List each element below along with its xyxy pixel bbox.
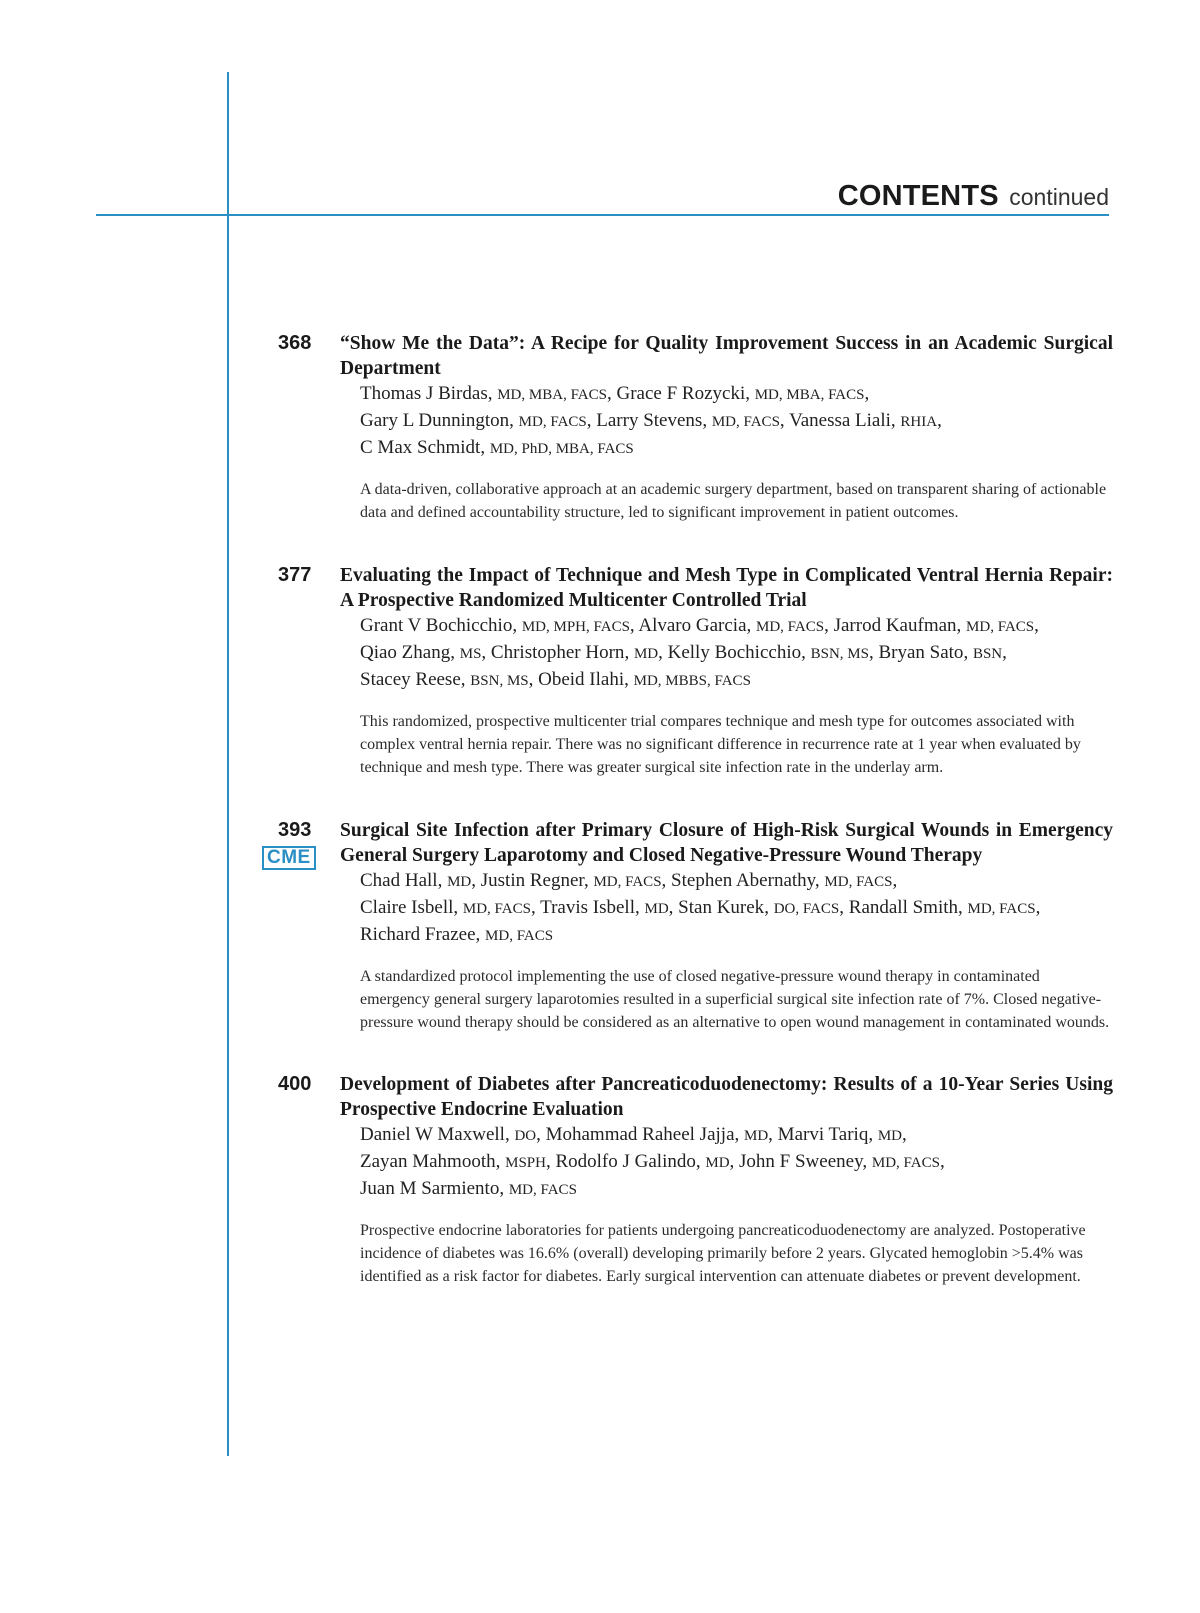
author-name: Mohammad Raheel Jajja	[545, 1124, 735, 1145]
author: Alvaro Garcia, MD, FACS	[638, 615, 825, 636]
author: Thomas J Birdas, MD, MBA, FACS	[360, 383, 607, 404]
author-line	[360, 435, 1113, 462]
article-summary: This randomized, prospective multicenter trial compares technique and mesh type for outcomes associated with complex ventral hernia repair. There was no significant difference in recurrence rate at 1 year when evaluated by technique and mesh type. There was greater surgical site infection rate in the underlay arm.	[360, 713, 1081, 776]
author-name: Kelly Bochicchio	[667, 642, 802, 663]
author-degrees: MD, FACS	[711, 414, 780, 430]
author: C Max Schmidt, MD, PhD, MBA, FACS	[360, 437, 634, 458]
author-degrees: MD, MBA, FACS	[754, 387, 865, 403]
author-degrees: MD	[877, 1128, 903, 1144]
author: Randall Smith, MD, FACS	[848, 897, 1036, 918]
author-line: Grant V Bochicchio, MD, MPH, FACS, Alvaro Garcia, MD, FACS, Jarrod Kaufman, MD, FACS,	[360, 615, 1039, 636]
author-list	[360, 613, 1113, 694]
author: Grace F Rozycki, MD, MBA, FACS	[616, 383, 865, 404]
author-name: Grace F Rozycki	[616, 383, 746, 404]
author-line: Gary L Dunnington, MD, FACS, Larry Stevens, MD, FACS, Vanessa Liali, RHIA,	[360, 410, 942, 431]
author-degrees: MD	[744, 1128, 769, 1144]
author: Bryan Sato, BSN	[878, 642, 1003, 663]
author-degrees: MSPH	[505, 1155, 546, 1171]
author-name: Richard Frazee	[360, 924, 476, 945]
header-subtitle: continued	[1009, 184, 1109, 210]
author-line: Stacey Reese, BSN, MS, Obeid Ilahi, MD, MBBS, FACS	[360, 669, 751, 690]
author: Richard Frazee, MD, FACS	[360, 924, 554, 945]
author-name: Zayan Mahmooth	[360, 1151, 496, 1172]
entry-body	[340, 1072, 1113, 1288]
page-column	[278, 563, 338, 587]
author-name: Vanessa Liali	[789, 410, 891, 431]
author-name: Juan M Sarmiento	[360, 1178, 500, 1199]
author-line: Daniel W Maxwell, DO, Mohammad Raheel Jajja, MD, Marvi Tariq, MD,	[360, 1124, 907, 1145]
author: Vanessa Liali, RHIA	[789, 410, 938, 431]
author-name: Alvaro Garcia	[638, 615, 747, 636]
author-list	[360, 1122, 1113, 1203]
author: Obeid Ilahi, MD, MBBS, FACS	[538, 669, 751, 690]
page-column	[278, 331, 338, 355]
author-name: Travis Isbell	[540, 897, 635, 918]
article-title[interactable]: Surgical Site Infection after Primary Closure of High-Risk Surgical Wounds in Emergency General Surgery Laparotomy and Closed Negative-Pressure Wound Therapy	[340, 820, 1113, 866]
author: Jarrod Kaufman, MD, FACS	[833, 615, 1035, 636]
author: Claire Isbell, MD, FACS	[360, 897, 531, 918]
author: Stephen Abernathy, MD, FACS	[671, 870, 893, 891]
author-name: Christopher Horn	[490, 642, 625, 663]
author-degrees: BSN, MS	[470, 673, 529, 689]
author-list	[360, 868, 1113, 949]
author-name: Stephen Abernathy	[671, 870, 815, 891]
author: Daniel W Maxwell, DO	[360, 1124, 537, 1145]
author: Justin Regner, MD, FACS	[480, 870, 662, 891]
author-name: Chad Hall	[360, 870, 438, 891]
article-title[interactable]: Development of Diabetes after Pancreaticoduodenectomy: Results of a 10-Year Series Using Prospective Endocrine Evaluation	[340, 1074, 1113, 1120]
author-name: Gary L Dunnington	[360, 410, 510, 431]
author-degrees: MD, FACS	[518, 414, 587, 430]
author-line: Claire Isbell, MD, FACS, Travis Isbell, MD, Stan Kurek, DO, FACS, Randall Smith, MD, FACS,	[360, 897, 1041, 918]
author: Grant V Bochicchio, MD, MPH, FACS	[360, 615, 630, 636]
author-degrees: MS	[459, 646, 482, 662]
author: Juan M Sarmiento, MD, FACS	[360, 1178, 577, 1199]
author-line: Chad Hall, MD, Justin Regner, MD, FACS, Stephen Abernathy, MD, FACS,	[360, 870, 898, 891]
author-degrees: DO, FACS	[773, 901, 840, 917]
author: John F Sweeney, MD, FACS	[739, 1151, 940, 1172]
page-column	[278, 1072, 338, 1096]
author-line: Qiao Zhang, MS, Christopher Horn, MD, Kelly Bochicchio, BSN, MS, Bryan Sato, BSN,	[360, 642, 1007, 663]
author: Stan Kurek, DO, FACS	[678, 897, 840, 918]
author: Chad Hall, MD	[360, 870, 472, 891]
author-degrees: DO	[514, 1128, 537, 1144]
author-line: Zayan Mahmooth, MSPH, Rodolfo J Galindo, MD, John F Sweeney, MD, FACS,	[360, 1151, 945, 1172]
author: Larry Stevens, MD, FACS	[596, 410, 780, 431]
page-number[interactable]: 393	[278, 819, 312, 841]
entry-body	[340, 331, 1113, 524]
author: Kelly Bochicchio, BSN, MS	[667, 642, 869, 663]
author-line	[360, 1176, 1113, 1203]
entry-body	[340, 818, 1113, 1034]
author: Gary L Dunnington, MD, FACS	[360, 410, 587, 431]
author-name: Justin Regner	[480, 870, 584, 891]
author-degrees: MD, FACS	[967, 901, 1036, 917]
page-column	[267, 818, 338, 870]
article-summary: A standardized protocol implementing the use of closed negative-pressure wound therapy in contaminated emergency general surgery laparotomies resulted in a superficial surgical site infection rate of 7%. Closed negative-pressure wound therapy should be considered as an alternative to open wound management in contaminated wounds.	[360, 968, 1110, 1031]
article-summary: A data-driven, collaborative approach at an academic surgery department, based on transparent sharing of actionable data and defined accountability structure, led to significant improvement in patient outcomes.	[360, 481, 1107, 521]
author-name: Stan Kurek	[678, 897, 765, 918]
author-name: Daniel W Maxwell	[360, 1124, 505, 1145]
author: Stacey Reese, BSN, MS	[360, 669, 529, 690]
author-degrees: BSN	[972, 646, 1003, 662]
header-title: CONTENTS	[837, 180, 999, 212]
article-title[interactable]: Evaluating the Impact of Technique and Mesh Type in Complicated Ventral Hernia Repair: A Prospective Randomized Multicenter Controlled Trial	[340, 565, 1113, 611]
article-title[interactable]: “Show Me the Data”: A Recipe for Quality Improvement Success in an Academic Surgical Department	[340, 333, 1113, 379]
author-name: Marvi Tariq	[777, 1124, 869, 1145]
author-degrees: MD	[447, 874, 472, 890]
author-degrees: MD, MBA, FACS	[497, 387, 607, 403]
author-name: C Max Schmidt	[360, 437, 481, 458]
article-summary: Prospective endocrine laboratories for patients undergoing pancreaticoduodenectomy are analyzed. Postoperative incidence of diabetes was 16.6% (overall) developing primarily before 2 years. Glycated hemoglobin >5.4% was identified as a risk factor for diabetes. Early surgical intervention can attenuate diabetes or prevent development.	[360, 1222, 1086, 1285]
author-degrees: MD, PhD, MBA, FACS	[489, 441, 634, 457]
author: Christopher Horn, MD	[490, 642, 659, 663]
author-degrees: MD, FACS	[485, 928, 554, 944]
author-degrees: MD, FACS	[593, 874, 662, 890]
cme-badge: CME	[262, 846, 316, 870]
author: Qiao Zhang, MS	[360, 642, 482, 663]
author: Travis Isbell, MD	[540, 897, 669, 918]
author-degrees: MD, FACS	[824, 874, 893, 890]
page-number[interactable]: 400	[278, 1073, 312, 1095]
author: Marvi Tariq, MD	[777, 1124, 903, 1145]
author-name: Larry Stevens	[596, 410, 703, 431]
author-name: Thomas J Birdas	[360, 383, 488, 404]
author-name: Randall Smith	[848, 897, 959, 918]
author-line: Thomas J Birdas, MD, MBA, FACS, Grace F Rozycki, MD, MBA, FACS,	[360, 383, 870, 404]
author: Rodolfo J Galindo, MD	[555, 1151, 730, 1172]
author-degrees: MD	[633, 646, 659, 662]
author: Mohammad Raheel Jajja, MD	[545, 1124, 769, 1145]
author-degrees: MD, MPH, FACS	[521, 619, 630, 635]
author-name: Bryan Sato	[878, 642, 964, 663]
author-degrees: MD, MBBS, FACS	[633, 673, 751, 689]
author-degrees: MD, FACS	[871, 1155, 940, 1171]
author-name: John F Sweeney	[739, 1151, 863, 1172]
author-name: Qiao Zhang	[360, 642, 451, 663]
page-number[interactable]: 377	[278, 564, 312, 586]
entry-body	[340, 563, 1113, 779]
author-name: Obeid Ilahi	[538, 669, 625, 690]
author-list	[360, 381, 1113, 462]
author: Zayan Mahmooth, MSPH	[360, 1151, 546, 1172]
page-number[interactable]: 368	[278, 332, 312, 354]
author-degrees: MD, FACS	[966, 619, 1035, 635]
author-degrees: BSN, MS	[810, 646, 869, 662]
author-degrees: MD, FACS	[462, 901, 531, 917]
author-degrees: RHIA	[900, 414, 938, 430]
author-degrees: MD	[644, 901, 669, 917]
vertical-rule	[227, 72, 229, 1456]
author-name: Rodolfo J Galindo	[555, 1151, 696, 1172]
author-degrees: MD, FACS	[756, 619, 825, 635]
author-line	[360, 922, 1113, 949]
page-header	[838, 180, 1109, 213]
author-name: Claire Isbell	[360, 897, 454, 918]
author-name: Grant V Bochicchio	[360, 615, 513, 636]
horizontal-rule	[96, 214, 1109, 216]
author-name: Stacey Reese	[360, 669, 461, 690]
author-degrees: MD, FACS	[508, 1182, 577, 1198]
author-name: Jarrod Kaufman	[833, 615, 957, 636]
author-degrees: MD	[705, 1155, 730, 1171]
